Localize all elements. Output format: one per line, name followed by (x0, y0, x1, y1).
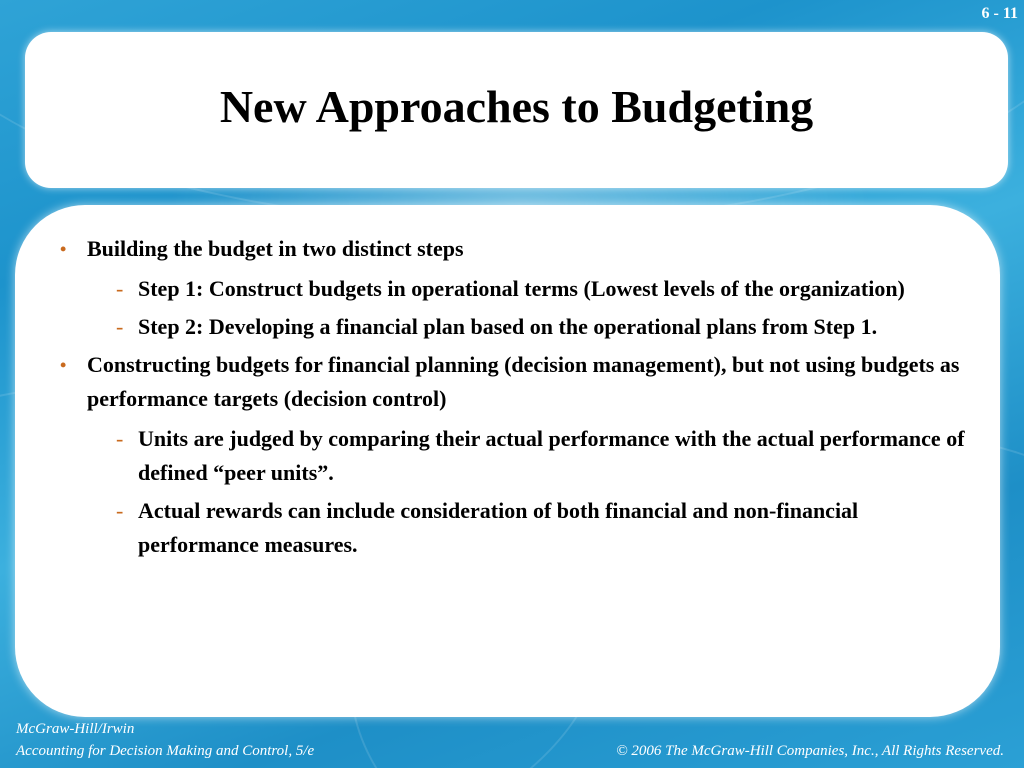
sub-bullet-text: Step 2: Developing a financial plan based on the operational plans from Step 1. (138, 314, 878, 339)
footer-left (16, 718, 314, 762)
content-panel (15, 205, 1000, 717)
bullet-marker: • (60, 355, 67, 375)
sub-bullet-item (60, 310, 970, 344)
sub-bullet-text: Step 1: Construct budgets in operational terms (Lowest levels of the organization) (138, 276, 905, 301)
dash-marker: - (116, 426, 124, 451)
sub-bullet-item (60, 422, 970, 490)
slide-number: 6 - 11 (981, 5, 1018, 22)
sub-bullet-text: Actual rewards can include consideration of both financial and non-financial performance measures. (138, 498, 859, 557)
footer-copyright: © 2006 The McGraw-Hill Companies, Inc., All Rights Reserved. (616, 743, 1004, 759)
footer-book-title: Accounting for Decision Making and Control, 5/e (16, 743, 315, 759)
bullet-item (60, 232, 970, 266)
sub-bullet-item (60, 272, 970, 306)
dash-marker: - (116, 314, 124, 339)
bullet-text: Constructing budgets for financial planning (decision management), but not using budgets as performance targets (decision control) (87, 352, 960, 411)
bullet-text: Building the budget in two distinct steps (87, 236, 464, 261)
bullet-list (60, 232, 970, 566)
sub-bullet-text: Units are judged by comparing their actual performance with the actual performance of defined “peer units”. (138, 426, 965, 485)
title-panel (25, 32, 1008, 188)
bullet-marker: • (60, 239, 67, 259)
sub-bullet-item (60, 494, 970, 562)
dash-marker: - (116, 276, 124, 301)
bullet-item (60, 348, 970, 416)
dash-marker: - (116, 498, 124, 523)
footer-publisher: McGraw-Hill/Irwin (16, 721, 135, 737)
slide-title: New Approaches to Budgeting (219, 80, 814, 132)
